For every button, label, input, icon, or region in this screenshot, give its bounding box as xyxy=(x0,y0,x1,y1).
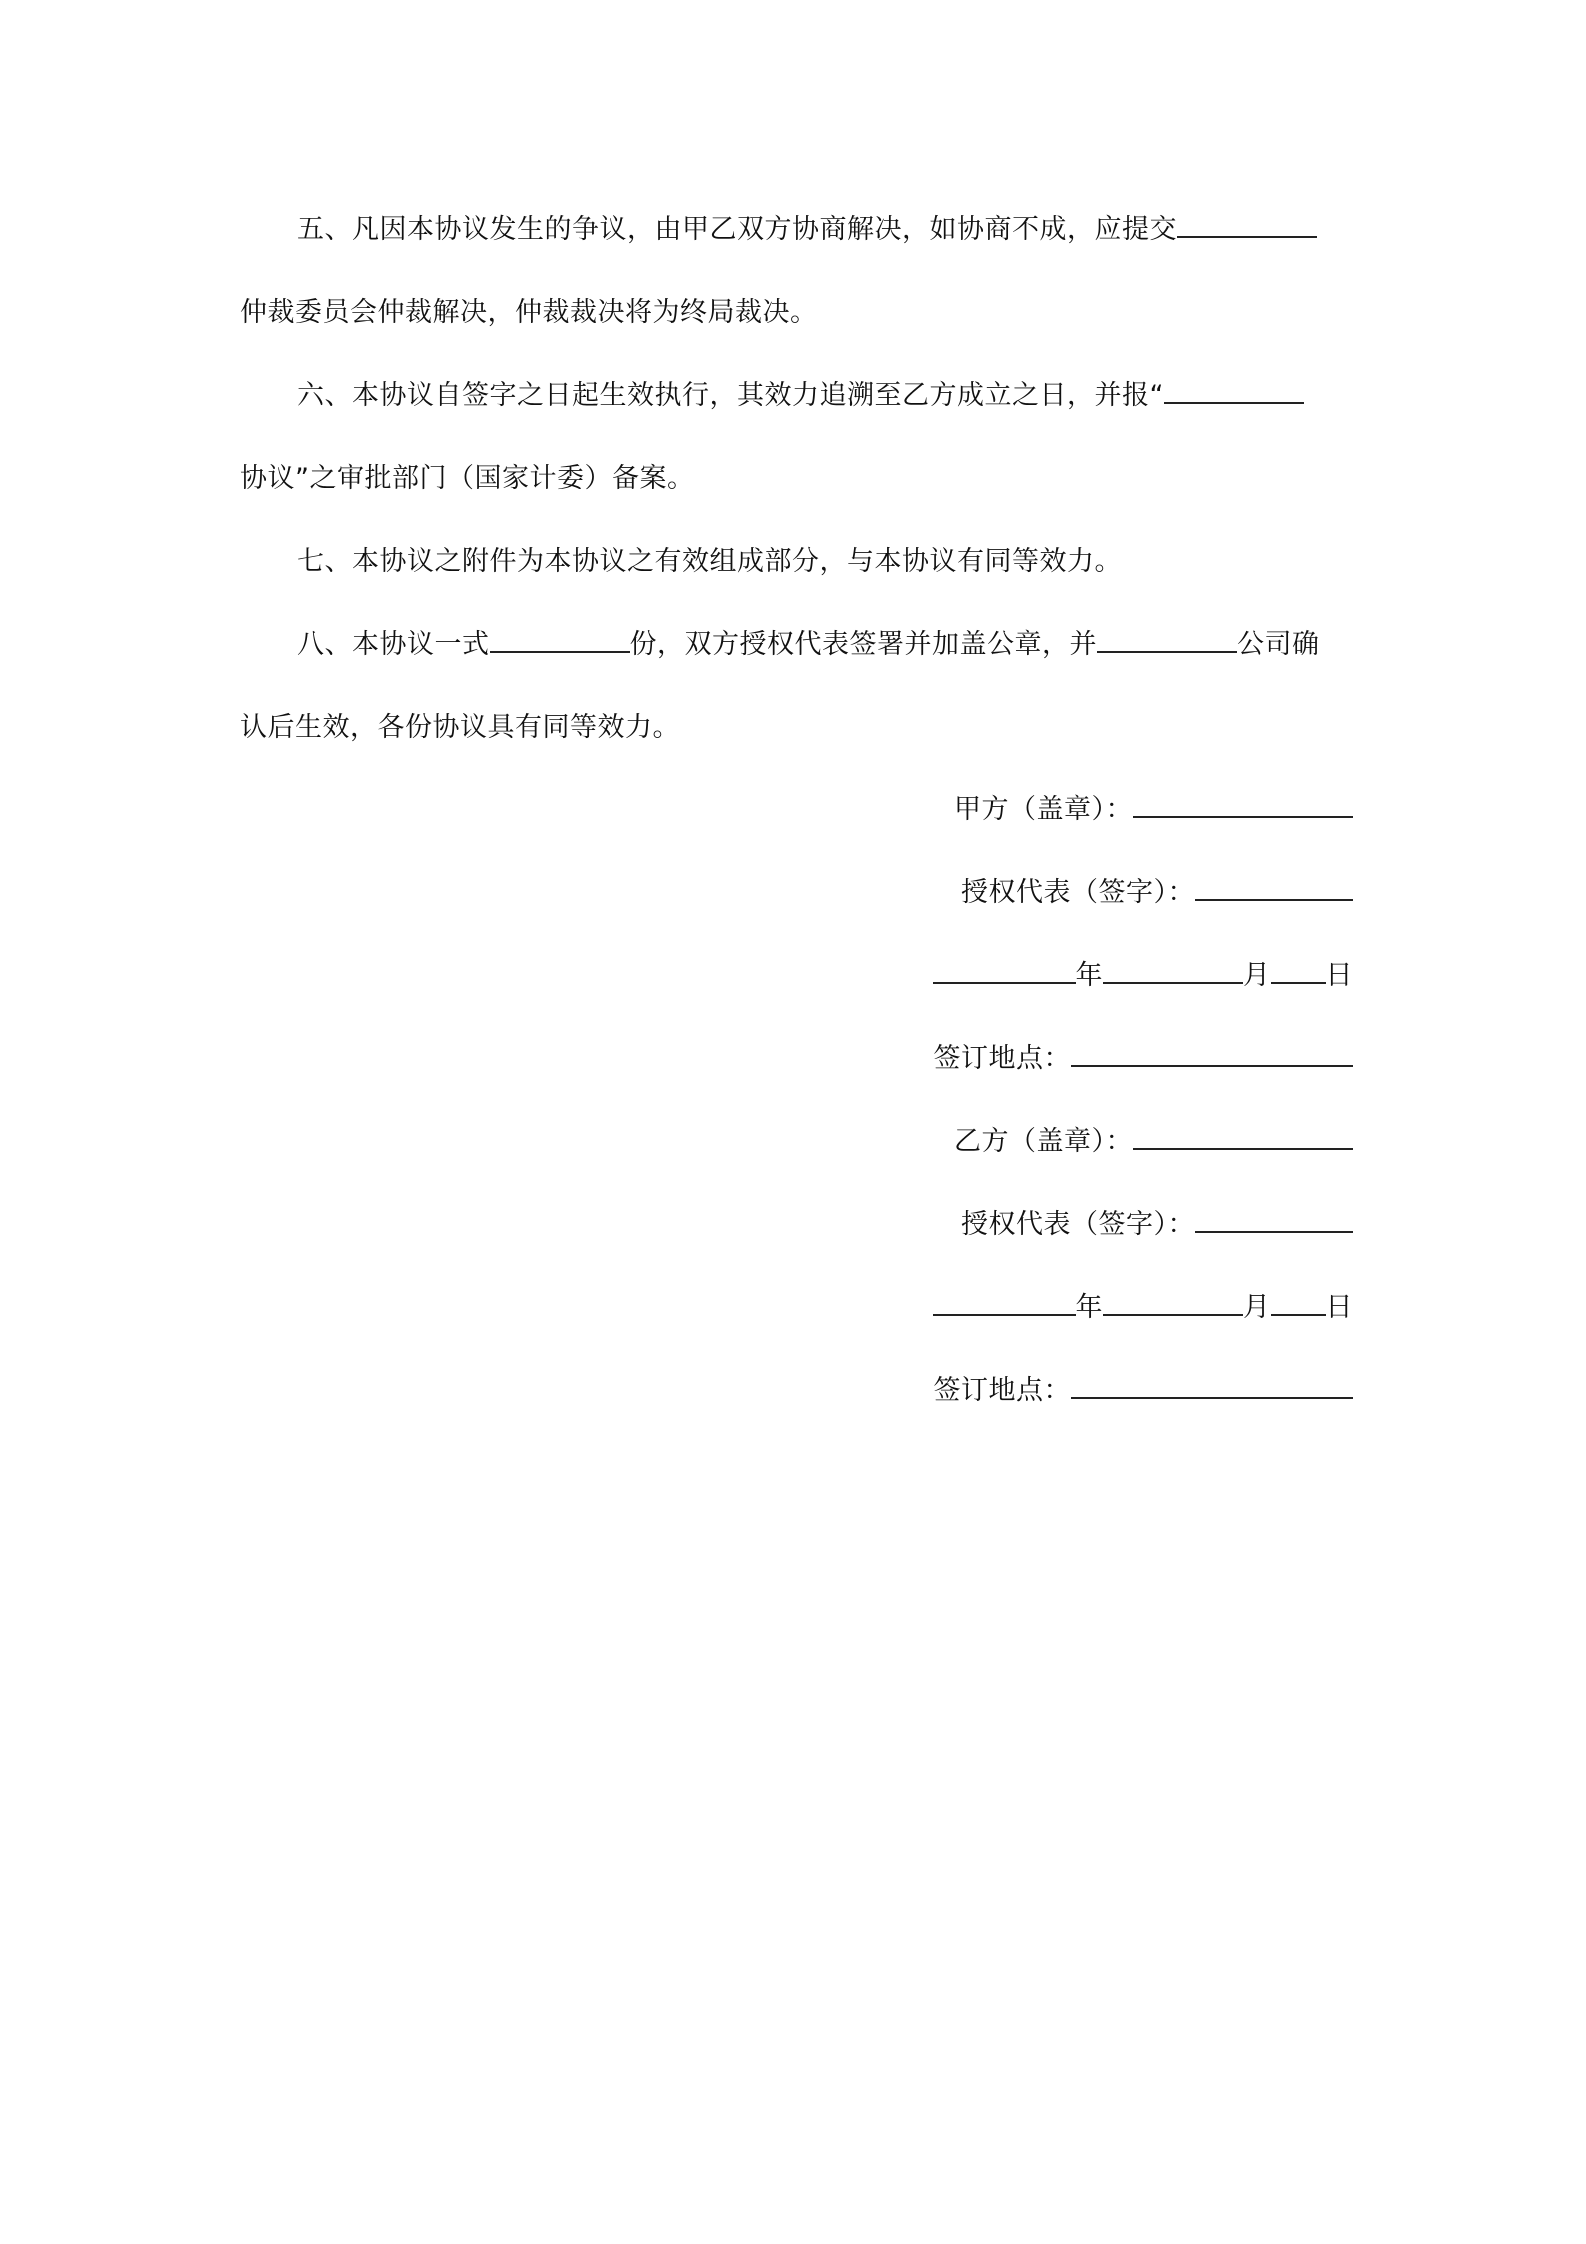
clause-five-text: 五、凡因本协议发生的争议，由甲乙双方协商解决，如协商不成，应提交 xyxy=(297,214,1177,245)
party-b-rep-row xyxy=(961,1205,1353,1245)
clause-eight-line-1 xyxy=(297,625,1320,665)
party-b-day-label: 日 xyxy=(1325,1292,1353,1323)
party-a-rep-label: 授权代表（签字）： xyxy=(961,877,1195,908)
party-a-rep-field[interactable] xyxy=(1195,873,1353,901)
arbitration-commission-blank[interactable] xyxy=(1177,210,1317,238)
party-a-month-field[interactable] xyxy=(1103,956,1243,984)
party-b-seal-field[interactable] xyxy=(1133,1122,1353,1150)
party-a-year-label: 年 xyxy=(1075,960,1103,991)
party-a-rep-row xyxy=(961,873,1353,913)
agreement-name-blank[interactable] xyxy=(1164,376,1304,404)
clause-seven-line-1 xyxy=(297,542,1122,582)
clause-seven-text: 七、本协议之附件为本协议之有效组成部分，与本协议有同等效力。 xyxy=(297,546,1122,577)
party-a-year-field[interactable] xyxy=(933,956,1076,984)
confirming-company-blank[interactable] xyxy=(1097,625,1237,653)
party-b-rep-label: 授权代表（签字）： xyxy=(961,1209,1195,1240)
clause-five-line-2 xyxy=(240,293,818,333)
party-b-place-field[interactable] xyxy=(1071,1371,1353,1399)
clause-eight-text-2: 份，双方授权代表签署并加盖公章，并 xyxy=(629,629,1097,660)
copies-count-blank[interactable] xyxy=(490,625,630,653)
party-b-date-row xyxy=(933,1288,1354,1328)
party-a-seal-label: 甲方（盖章）： xyxy=(954,794,1133,825)
party-a-date-row xyxy=(933,956,1354,996)
party-a-place-field[interactable] xyxy=(1071,1039,1353,1067)
party-b-month-label: 月 xyxy=(1243,1292,1271,1323)
party-b-seal-row xyxy=(954,1122,1353,1162)
clause-six-line-2 xyxy=(240,459,695,499)
clause-five-text-cont: 仲裁委员会仲裁解决，仲裁裁决将为终局裁决。 xyxy=(240,297,818,328)
party-b-year-field[interactable] xyxy=(933,1288,1076,1316)
party-a-place-row xyxy=(934,1039,1354,1079)
clause-eight-text-3: 公司确 xyxy=(1237,629,1320,660)
party-b-seal-label: 乙方（盖章）： xyxy=(954,1126,1133,1157)
party-a-month-label: 月 xyxy=(1243,960,1271,991)
party-b-month-field[interactable] xyxy=(1103,1288,1243,1316)
clause-eight-text-1: 八、本协议一式 xyxy=(297,629,490,660)
party-a-place-label: 签订地点： xyxy=(933,1043,1071,1074)
clause-six-text: 六、本协议自签字之日起生效执行，其效力追溯至乙方成立之日，并报“ xyxy=(297,380,1164,411)
clause-five-line-1 xyxy=(297,210,1317,250)
party-a-seal-field[interactable] xyxy=(1133,790,1353,818)
party-a-day-label: 日 xyxy=(1325,960,1353,991)
party-a-seal-row xyxy=(954,790,1353,830)
party-b-rep-field[interactable] xyxy=(1195,1205,1353,1233)
party-a-day-field[interactable] xyxy=(1271,956,1326,984)
clause-eight-text-cont: 认后生效，各份协议具有同等效力。 xyxy=(240,712,680,743)
clause-six-line-1 xyxy=(297,376,1304,416)
party-b-place-label: 签订地点： xyxy=(933,1375,1071,1406)
clause-eight-line-2 xyxy=(240,708,680,748)
party-b-day-field[interactable] xyxy=(1271,1288,1326,1316)
clause-six-text-cont: 协议”之审批部门（国家计委）备案。 xyxy=(240,463,695,494)
party-b-place-row xyxy=(934,1371,1354,1411)
party-b-year-label: 年 xyxy=(1075,1292,1103,1323)
